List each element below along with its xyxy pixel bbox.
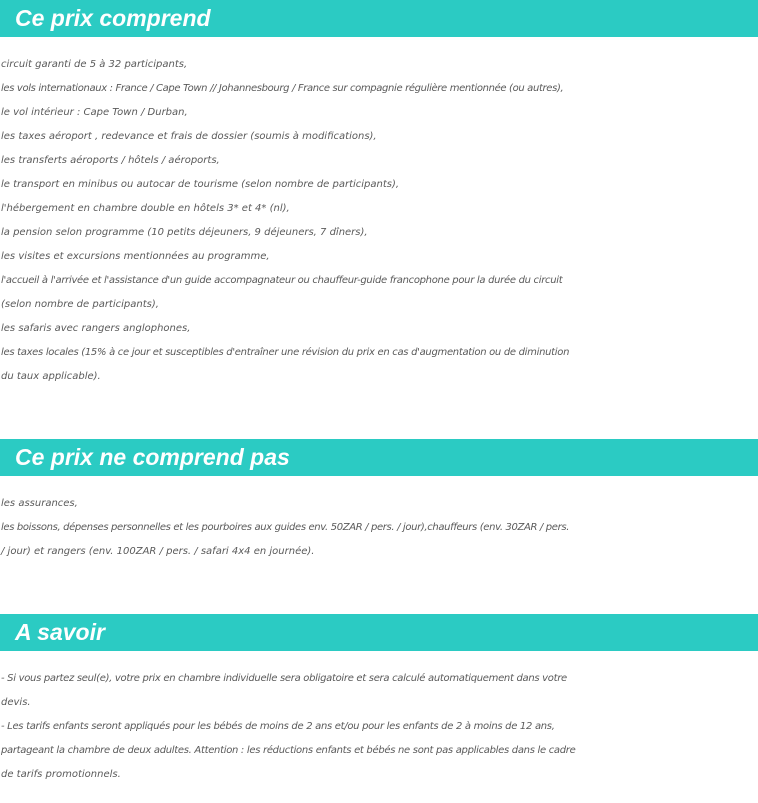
list-item: de tarifs promotionnels. bbox=[1, 769, 121, 780]
list-item: les vols internationaux : France / Cape Town // Johannesbourg / France sur compagnie régulière mentionnée (ou autres), bbox=[1, 83, 564, 94]
list-item: le vol intérieur : Cape Town / Durban, bbox=[1, 107, 188, 118]
list-item: / jour) et rangers (env. 100ZAR / pers. / safari 4x4 en journée). bbox=[1, 546, 315, 557]
list-item: l'accueil à l'arrivée et l'assistance d'un guide accompagnateur ou chauffeur-guide francophone pour la durée du circuit bbox=[1, 275, 563, 286]
list-item: (selon nombre de participants), bbox=[1, 299, 159, 310]
list-item: les boissons, dépenses personnelles et les pourboires aux guides env. 50ZAR / pers. / jour),chauffeurs (env. 30ZAR / pers. bbox=[1, 522, 570, 533]
list-item: circuit garanti de 5 à 32 participants, bbox=[1, 59, 188, 70]
included-list bbox=[1, 53, 758, 389]
not-included-list bbox=[1, 492, 758, 564]
section-title: Ce prix comprend bbox=[15, 5, 211, 31]
notes-list bbox=[1, 667, 758, 787]
section-title: Ce prix ne comprend pas bbox=[15, 444, 290, 470]
list-item: partageant la chambre de deux adultes. Attention : les réductions enfants et bébés ne sont pas applicables dans le cadre bbox=[1, 745, 576, 756]
list-item: les assurances, bbox=[1, 498, 78, 509]
list-item: les taxes locales (15% à ce jour et susceptibles d'entraîner une révision du prix en cas d'augmentation ou de diminution bbox=[1, 347, 570, 358]
list-item: la pension selon programme (10 petits déjeuners, 9 déjeuners, 7 dîners), bbox=[1, 227, 368, 238]
list-item: les transferts aéroports / hôtels / aéroports, bbox=[1, 155, 220, 166]
list-item: les taxes aéroport , redevance et frais de dossier (soumis à modifications), bbox=[1, 131, 377, 142]
list-item: du taux applicable). bbox=[1, 371, 101, 382]
list-item: l'hébergement en chambre double en hôtels 3* et 4* (nl), bbox=[1, 203, 290, 214]
list-item: - Si vous partez seul(e), votre prix en chambre individuelle sera obligatoire et sera calculé automatiquement dans votre bbox=[1, 673, 567, 684]
section-heading-ce-prix-ne-comprend-pas bbox=[0, 439, 758, 476]
list-item: les visites et excursions mentionnées au programme, bbox=[1, 251, 270, 262]
section-heading-ce-prix-comprend bbox=[0, 0, 758, 37]
section-heading-a-savoir bbox=[0, 614, 758, 651]
list-item: - Les tarifs enfants seront appliqués pour les bébés de moins de 2 ans et/ou pour les enfants de 2 à moins de 12 ans, bbox=[1, 721, 555, 732]
list-item: les safaris avec rangers anglophones, bbox=[1, 323, 191, 334]
section-title: A savoir bbox=[15, 619, 105, 645]
list-item: le transport en minibus ou autocar de tourisme (selon nombre de participants), bbox=[1, 179, 400, 190]
list-item: devis. bbox=[1, 697, 31, 708]
